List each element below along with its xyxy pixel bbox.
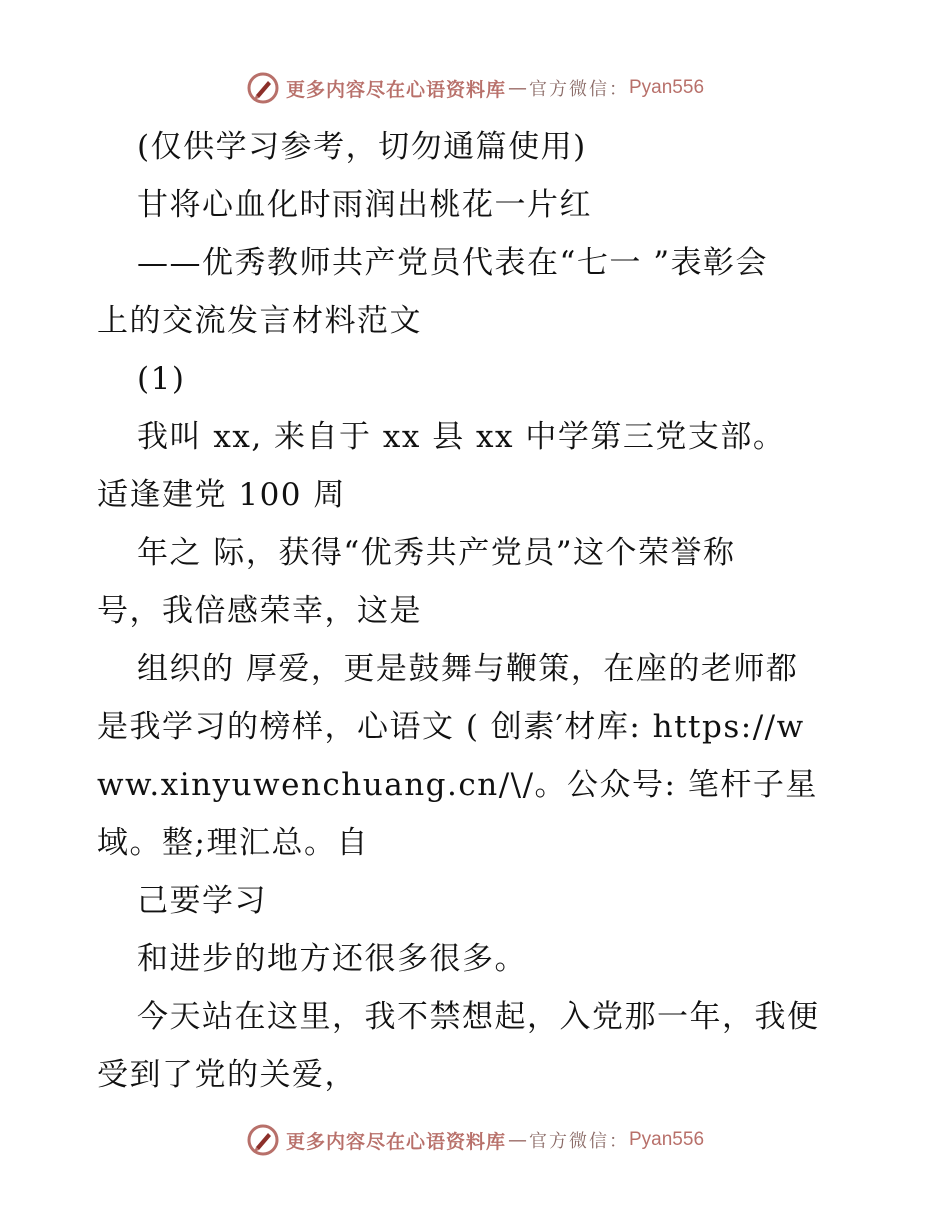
paragraph-line: 适逢建党 100 周 (97, 477, 346, 513)
pen-circle-logo-icon (246, 71, 280, 105)
section-number: (1) (137, 361, 186, 397)
document-subtitle-line: 上的交流发言材料范文 (97, 303, 422, 339)
banner-sub-text: 官方微信： (529, 1131, 629, 1152)
paragraph-line: 域。整;理汇总。自 (97, 825, 369, 861)
pen-circle-logo-icon (246, 1123, 280, 1157)
banner-dash: — (508, 1129, 527, 1151)
paragraph-line: 号，我倍感荣幸，这是 (97, 593, 422, 629)
banner-main-text: 更多内容尽在心语资料库 (285, 1130, 506, 1153)
banner-wechat-id: Pyan556 (629, 1129, 705, 1150)
banner-wechat-id: Pyan556 (629, 77, 705, 98)
paragraph-line: 组织的 厚爱，更是鼓舞与鞭策，在座的老师都 (137, 651, 799, 687)
paragraph-line: (仅供学习参考，切勿通篇使用) (137, 129, 587, 165)
banner-sub-text: 官方微信： (529, 79, 629, 100)
header-banner (0, 68, 950, 108)
document-subtitle-line: ——优秀教师共产党员代表在“七一 ”表彰会 (137, 245, 769, 281)
paragraph-line: 今天站在这里，我不禁想起，入党那一年，我便 (137, 999, 820, 1035)
paragraph-line: 受到了党的关爱， (97, 1057, 357, 1093)
paragraph-line: 是我学习的榜样，心语文 ( 创素′材库: https://w (97, 709, 805, 745)
paragraph-line: 和进步的地方还很多很多。 (137, 941, 527, 977)
banner-main-text: 更多内容尽在心语资料库 (285, 78, 506, 101)
footer-banner (0, 1120, 950, 1160)
banner-dash: — (508, 77, 527, 99)
paragraph-line: 己要学习 (137, 883, 267, 919)
document-title: 甘将心血化时雨润出桃花一片红 (137, 187, 592, 223)
document-body (97, 118, 857, 1104)
paragraph-line: 年之 际，获得“优秀共产党员”这个荣誉称 (137, 535, 736, 571)
paragraph-line: ww.xinyuwenchuang.cn/\/。公众号: 笔杆子星 (97, 767, 818, 803)
paragraph-line: 我叫 xx, 来自于 xx 县 xx 中学第三党支部。 (137, 419, 786, 455)
